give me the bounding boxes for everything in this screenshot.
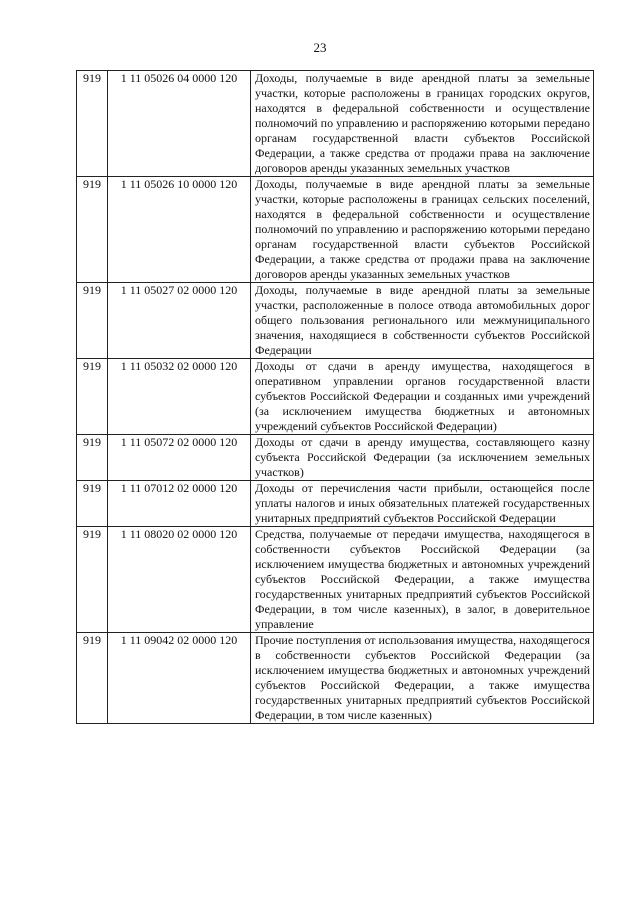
kbk-code-cell: 1 11 05072 02 0000 120 xyxy=(108,435,251,481)
page-number: 23 xyxy=(313,40,327,55)
admin-code-cell: 919 xyxy=(77,71,108,177)
description-cell: Доходы, получаемые в виде арендной платы за земельные участки, расположенные в полосе отвода автомобильных дорог общего пользования регионального или межмуниципального значения, находящиеся в собственности субъектов Российской Федерации xyxy=(251,283,594,359)
table-row xyxy=(77,481,594,527)
kbk-code-cell: 1 11 05026 04 0000 120 xyxy=(108,71,251,177)
admin-code-cell: 919 xyxy=(77,633,108,724)
kbk-code-cell: 1 11 08020 02 0000 120 xyxy=(108,527,251,633)
admin-code-cell: 919 xyxy=(77,527,108,633)
description-cell: Доходы от сдачи в аренду имущества, составляющего казну субъекта Российской Федерации (за исключением земельных участков) xyxy=(251,435,594,481)
admin-code-cell: 919 xyxy=(77,283,108,359)
table-row xyxy=(77,359,594,435)
description-cell: Доходы от перечисления части прибыли, остающейся после уплаты налогов и иных обязательных платежей государственных унитарных предприятий субъектов Российской Федерации xyxy=(251,481,594,527)
table-row xyxy=(77,435,594,481)
kbk-code-cell: 1 11 05026 10 0000 120 xyxy=(108,177,251,283)
table-row xyxy=(77,527,594,633)
description-cell: Доходы от сдачи в аренду имущества, находящегося в оперативном управлении органов государственной власти субъектов Российской Федерации и созданных ими учреждений (за исключением имущества бюджетных и автономных учреждений субъектов Российской Федерации) xyxy=(251,359,594,435)
table-row xyxy=(77,283,594,359)
kbk-code-cell: 1 11 07012 02 0000 120 xyxy=(108,481,251,527)
table-row xyxy=(77,633,594,724)
description-cell: Доходы, получаемые в виде арендной платы за земельные участки, которые расположены в границах городских округов, находятся в федеральной собственности и осуществление полномочий по управлению и распоряжению которыми передано органам государственной власти субъектов Российской Федерации, а также средства от продажи права на заключение договоров аренды указанных земельных участков xyxy=(251,71,594,177)
kbk-code-cell: 1 11 05027 02 0000 120 xyxy=(108,283,251,359)
admin-code-cell: 919 xyxy=(77,435,108,481)
kbk-code-cell: 1 11 05032 02 0000 120 xyxy=(108,359,251,435)
description-cell: Доходы, получаемые в виде арендной платы за земельные участки, которые расположены в границах сельских поселений, находятся в федеральной собственности и осуществление полномочий по управлению и распоряжению которыми передано органам государственной власти субъектов Российской Федерации, а также средства от продажи права на заключение договоров аренды указанных земельных участков xyxy=(251,177,594,283)
description-cell: Прочие поступления от использования имущества, находящегося в собственности субъектов Российской Федерации (за исключением имущества бюджетных и автономных учреждений субъектов Российской Федерации, а также имущества государственных унитарных предприятий субъектов Российской Федерации, в том числе казенных) xyxy=(251,633,594,724)
budget-revenue-table xyxy=(76,70,594,724)
table-row xyxy=(77,71,594,177)
admin-code-cell: 919 xyxy=(77,177,108,283)
description-cell: Средства, получаемые от передачи имущества, находящегося в собственности субъектов Российской Федерации (за исключением имущества бюджетных и автономных учреждений субъектов Российской Федерации, а также имущества государственных унитарных предприятий субъектов Российской Федерации, в том числе казенных), в залог, в доверительное управление xyxy=(251,527,594,633)
admin-code-cell: 919 xyxy=(77,359,108,435)
table-row xyxy=(77,177,594,283)
admin-code-cell: 919 xyxy=(77,481,108,527)
kbk-code-cell: 1 11 09042 02 0000 120 xyxy=(108,633,251,724)
